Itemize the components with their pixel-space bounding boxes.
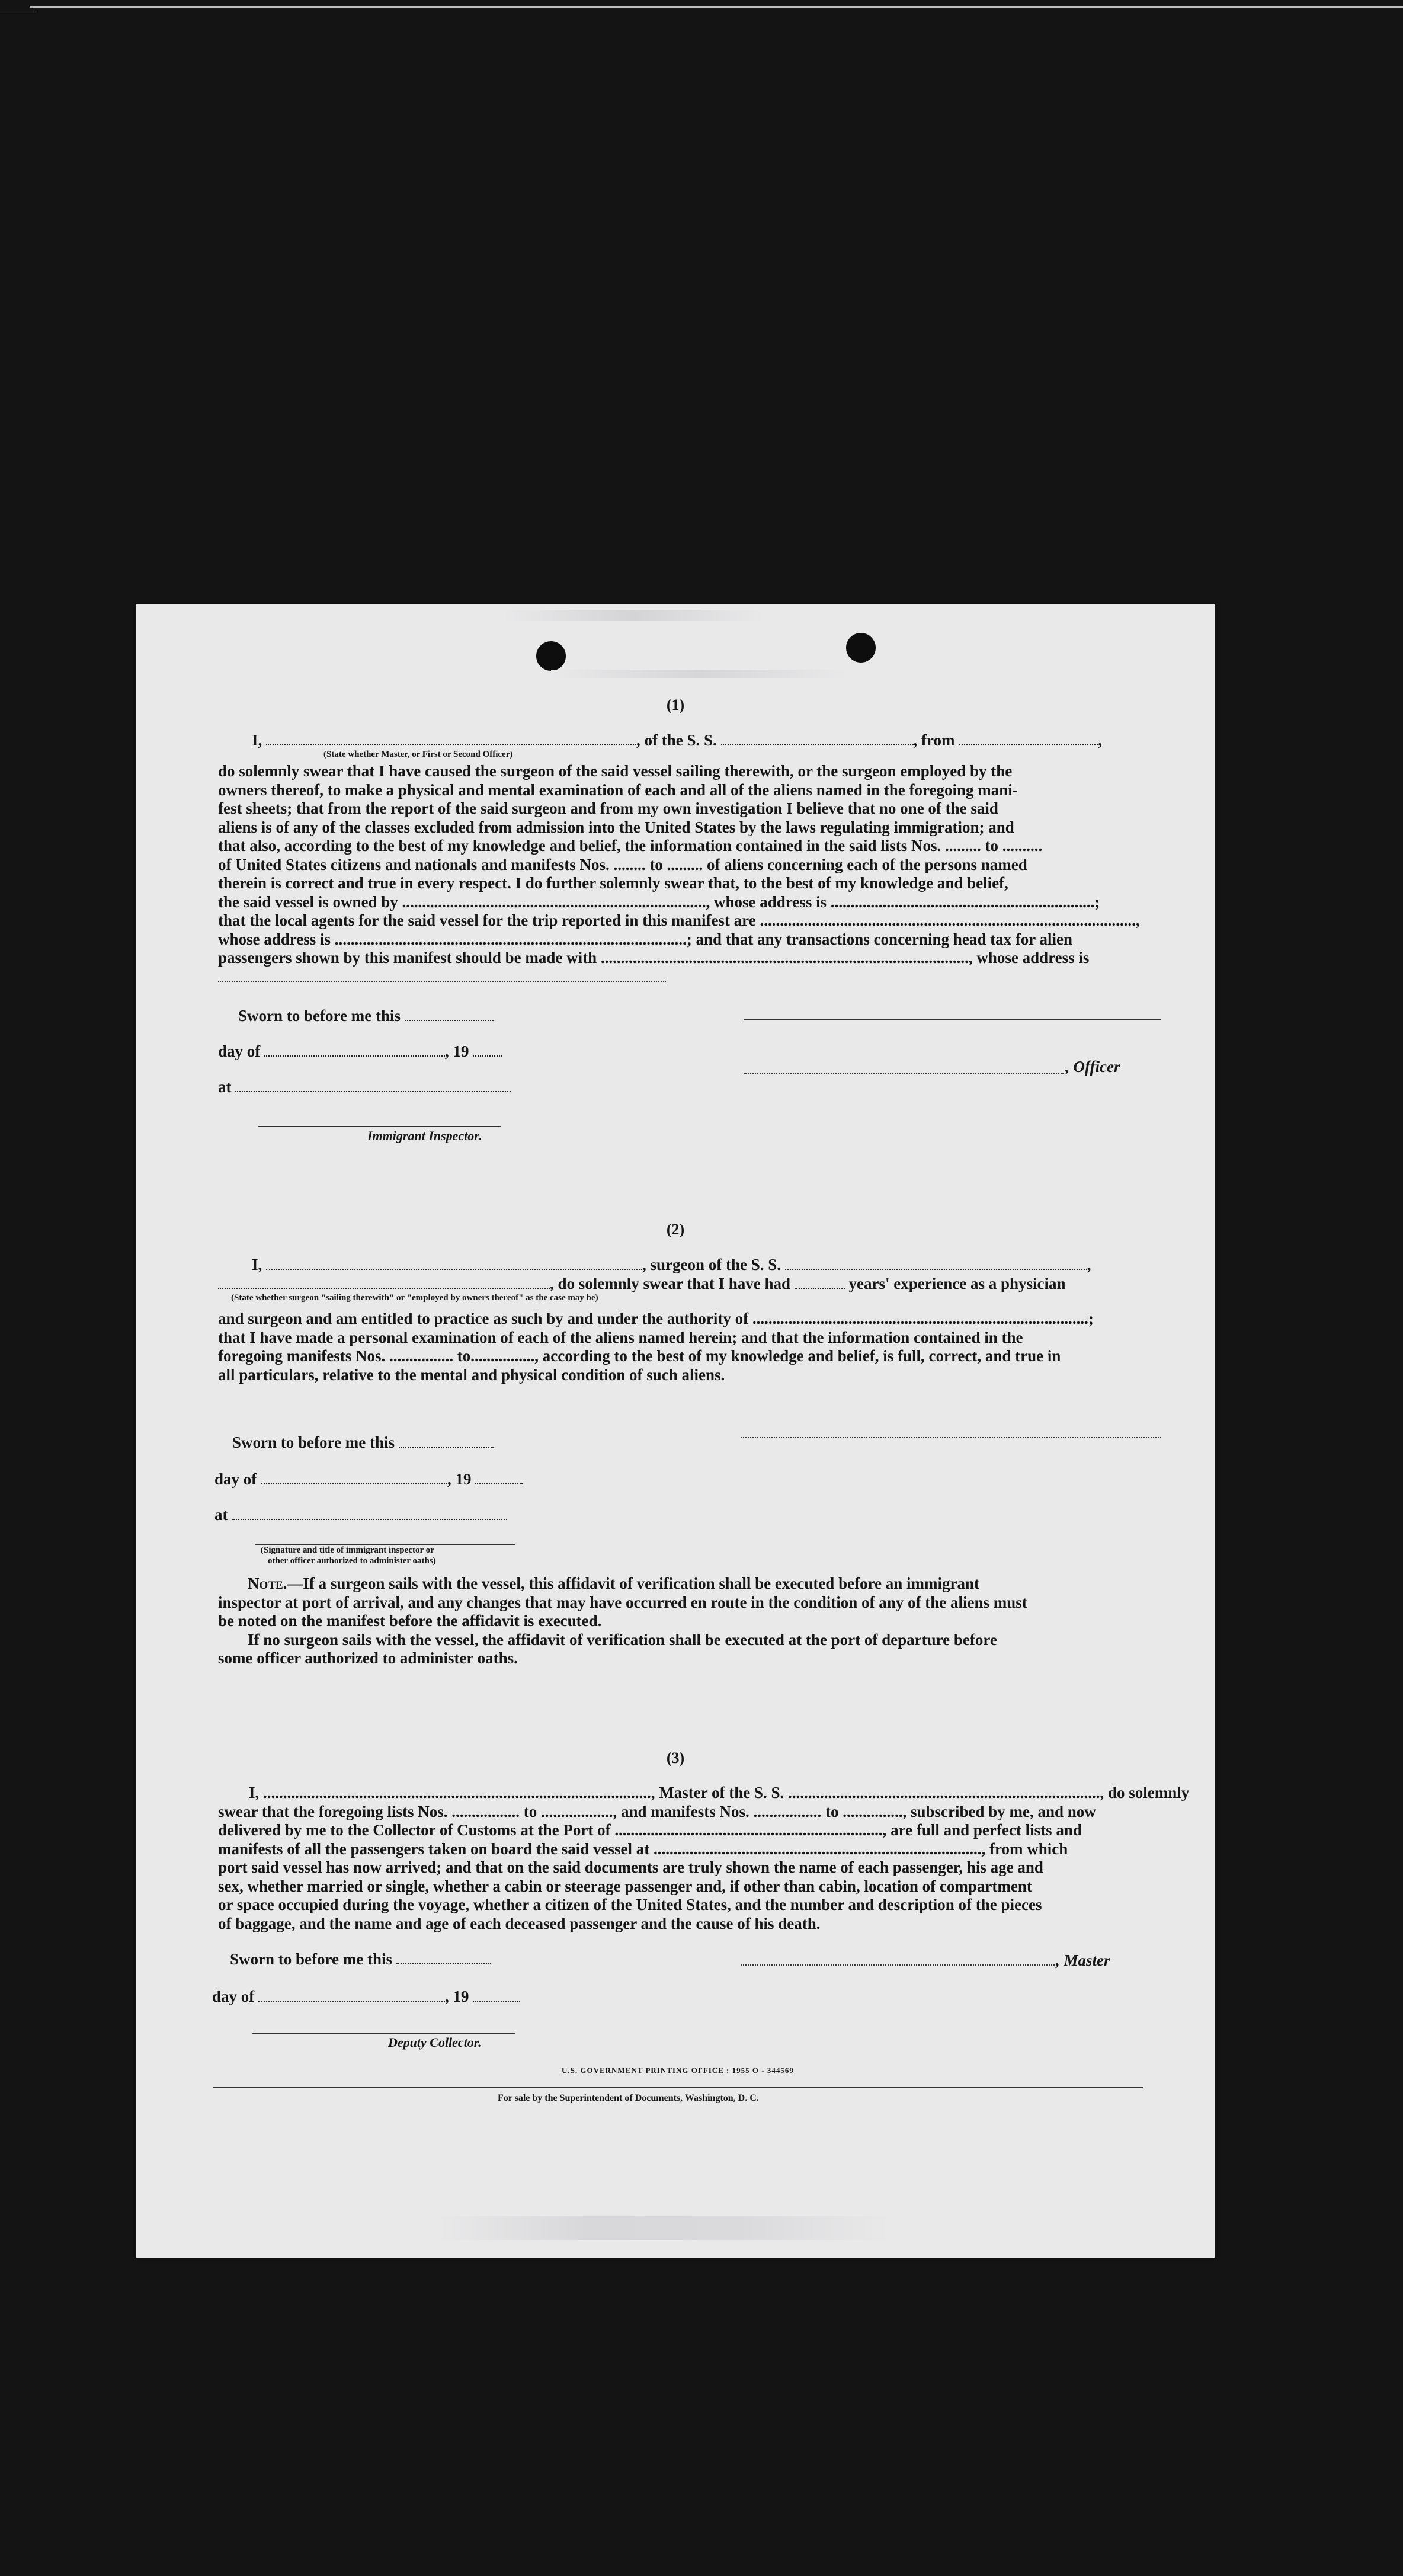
printing-office-imprint: U.S. GOVERNMENT PRINTING OFFICE : 1955 O - 344569: [562, 2066, 794, 2075]
place-blank[interactable]: [235, 1078, 511, 1092]
year-label: , 19: [445, 1988, 469, 2005]
oath-row: or space occupied during the voyage, whether a citizen of the United States, and the number and description of the pieces: [218, 1896, 1042, 1913]
bleed-through-mark: [504, 610, 764, 621]
surgeon-note: [218, 1575, 1139, 1668]
bleed-through-stamp: [438, 2216, 889, 2240]
surgeon-status-caption: (State whether surgeon "sailing therewith" or "employed by owners thereof" as the case may be): [231, 1293, 598, 1303]
sworn-date-blank[interactable]: [405, 1007, 494, 1021]
year-blank[interactable]: [475, 1470, 523, 1484]
at-line-1: [218, 1077, 511, 1096]
section-2-second-line: [218, 1274, 1066, 1293]
i-label: I,: [252, 1256, 262, 1273]
at-label: at: [214, 1506, 228, 1524]
year-label: , 19: [447, 1470, 472, 1488]
at-line-2: [214, 1505, 507, 1524]
section-2-oath-paragraph: [218, 1310, 1139, 1384]
signature-caption-line-1: (Signature and title of immigrant inspector or: [261, 1545, 434, 1555]
oath-row: of United States citizens and nationals and manifests Nos. ........ to ......... of aliens concerning each of the persons named: [218, 855, 1027, 873]
sworn-line-2: [232, 1433, 494, 1452]
oath-row: delivered by me to the Collector of Customs at the Port of ..................................................................., are full and perfect lists and: [218, 1821, 1082, 1839]
vessel-name-blank[interactable]: [785, 1256, 1087, 1270]
sworn-date-blank[interactable]: [399, 1433, 494, 1448]
day-of-label: day of: [214, 1470, 257, 1488]
section-1-first-line: [252, 731, 1102, 750]
officer-signature-line-2[interactable]: [744, 1073, 1064, 1074]
punch-hole-right: [846, 633, 876, 663]
oath-row: of baggage, and the name and age of each deceased passenger and the cause of his death.: [218, 1914, 821, 1932]
section-3-number: (3): [666, 1749, 685, 1767]
at-label: at: [218, 1078, 232, 1096]
bleed-through-mark: [551, 670, 847, 678]
note-row: be noted on the manifest before the affidavit is executed.: [218, 1612, 602, 1630]
note-row: If no surgeon sails with the vessel, the affidavit of verification shall be executed at the port of departure before: [248, 1630, 997, 1649]
swear-label: , do solemnly swear that I have had: [550, 1275, 791, 1292]
years-blank[interactable]: [795, 1275, 845, 1289]
section-2-first-line: [252, 1255, 1091, 1274]
sworn-date-blank[interactable]: [396, 1950, 491, 1964]
immigrant-inspector-caption: Immigrant Inspector.: [367, 1128, 482, 1143]
oath-row: passengers shown by this manifest should be made with ............................................................................................, whose address is: [218, 949, 1090, 967]
punch-hole-left: [536, 641, 566, 671]
oath-row: swear that the foregoing lists Nos. ................. to .................., and manifests Nos. ................. to ..............., subscribed by me, and now: [218, 1802, 1096, 1820]
sworn-label: Sworn to before me this: [230, 1950, 392, 1968]
year-blank[interactable]: [473, 1988, 520, 2002]
oath-row: the said vessel is owned by ............................................................................, whose address is ..................................................................;: [218, 892, 1100, 911]
i-label: I,: [252, 731, 262, 749]
day-of-label: day of: [212, 1988, 255, 2005]
day-of-label: day of: [218, 1042, 261, 1060]
oath-row: foregoing manifests Nos. ................ to................, according to the best of my knowledge and belief, is full, correct, and true in: [218, 1347, 1061, 1365]
master-label: , Master: [1056, 1951, 1110, 1969]
surgeon-signature-line[interactable]: [741, 1437, 1161, 1438]
vessel-name-blank[interactable]: [721, 731, 914, 745]
surgeon-of-ss-label: , surgeon of the S. S.: [642, 1256, 781, 1273]
surgeon-name-blank[interactable]: [266, 1256, 642, 1270]
section-1-oath-paragraph: [218, 762, 1139, 968]
oath-row: therein is correct and true in every respect. I do further solemnly swear that, to the best of my knowledge and belief,: [218, 874, 1008, 892]
oath-row: that also, according to the best of my knowledge and belief, the information contained in the said lists Nos. ......... to ..........: [218, 837, 1043, 855]
day-of-line-2: [214, 1470, 523, 1489]
month-blank[interactable]: [264, 1042, 445, 1057]
deputy-collector-caption: Deputy Collector.: [388, 2035, 482, 2050]
inspector-signature-line-2[interactable]: [255, 1544, 515, 1545]
signature-caption-line-2: other officer authorized to administer oaths): [268, 1556, 436, 1566]
master-signature-line[interactable]: [741, 1964, 1055, 1966]
oath-row: I, ................................................................................................., Master of the S. S. .............................................................................., do solemnly: [249, 1784, 1190, 1801]
note-row: inspector at port of arrival, and any changes that may have occurred en route in the condition of any of the aliens must: [218, 1593, 1027, 1611]
comma: ,: [1098, 731, 1103, 749]
of-the-ss-label: , of the S. S.: [636, 731, 717, 749]
place-blank[interactable]: [232, 1506, 507, 1520]
oath-row: fest sheets; that from the report of the said surgeon and from my own investigation I believe that no one of the said: [218, 799, 998, 817]
manifest-affidavit-page: [136, 604, 1215, 2258]
note-row-text: —If a surgeon sails with the vessel, this affidavit of verification shall be executed before an immigrant: [287, 1575, 980, 1592]
officer-signature-line-1[interactable]: [744, 1019, 1161, 1020]
oath-row: manifests of all the passengers taken on board the said vessel at .................................................................................., from which: [218, 1839, 1068, 1858]
sworn-line-1: [238, 1006, 494, 1025]
sworn-line-3: [230, 1950, 491, 1969]
oath-row: that the local agents for the said vessel for the trip reported in this manifest are ..............................................................................................,: [218, 911, 1140, 929]
scanner-top-edge: [30, 6, 1403, 8]
sworn-label: Sworn to before me this: [238, 1007, 401, 1025]
oath-row: and surgeon and am entitled to practice as such by and under the authority of ....................................................................................;: [218, 1310, 1094, 1327]
oath-row: owners thereof, to make a physical and mental examination of each and all of the aliens named in the foregoing mani-: [218, 780, 1018, 799]
oath-row: aliens is of any of the classes excluded from admission into the United States by the laws regulating immigration; and: [218, 818, 1014, 836]
note-row: some officer authorized to administer oaths.: [218, 1649, 518, 1667]
oath-row: whose address is ........................................................................................; and that any transactions concerning head tax for alien: [218, 930, 1073, 948]
note-row: [218, 1575, 1139, 1593]
rank-caption: (State whether Master, or First or Second Officer): [323, 750, 513, 759]
years-experience-label: years' experience as a physician: [848, 1275, 1066, 1292]
footer-rule: [213, 2087, 1143, 2088]
month-blank[interactable]: [261, 1470, 447, 1484]
from-label: , from: [913, 731, 955, 749]
year-blank[interactable]: [473, 1042, 502, 1057]
section-2-number: (2): [666, 1221, 685, 1238]
address-continuation-blank[interactable]: [218, 981, 666, 982]
oath-row: port said vessel has now arrived; and that on the said documents are truly shown the name of each passenger, his age and: [218, 1858, 1043, 1876]
officer-label: , Officer: [1065, 1058, 1120, 1076]
note-label: Note.: [248, 1575, 287, 1592]
departure-port-blank[interactable]: [959, 731, 1098, 745]
oath-row: all particulars, relative to the mental and physical condition of such aliens.: [218, 1365, 725, 1384]
oath-row: do solemnly swear that I have caused the surgeon of the said vessel sailing therewith, or the surgeon employed by the: [218, 762, 1013, 780]
inspector-signature-line[interactable]: [258, 1126, 501, 1127]
officer-rank-blank[interactable]: [266, 731, 636, 745]
comma: ,: [1087, 1256, 1091, 1273]
oath-row: sex, whether married or single, whether a cabin or steerage passenger and, if other than cabin, location of compartment: [218, 1877, 1032, 1895]
surgeon-status-blank[interactable]: [218, 1275, 550, 1289]
month-blank[interactable]: [258, 1988, 445, 2002]
for-sale-notice: For sale by the Superintendent of Documents, Washington, D. C.: [498, 2093, 759, 2103]
oath-row: that I have made a personal examination of each of the aliens named herein; and that the information contained in the: [218, 1328, 1023, 1346]
day-of-line-1: [218, 1042, 502, 1061]
deputy-collector-signature-line[interactable]: [252, 2033, 515, 2034]
year-label: , 19: [445, 1042, 469, 1060]
section-3-oath-paragraph: [218, 1784, 1190, 1933]
sworn-label: Sworn to before me this: [232, 1433, 395, 1451]
section-1-number: (1): [666, 696, 685, 713]
day-of-line-3: [212, 1987, 520, 2006]
